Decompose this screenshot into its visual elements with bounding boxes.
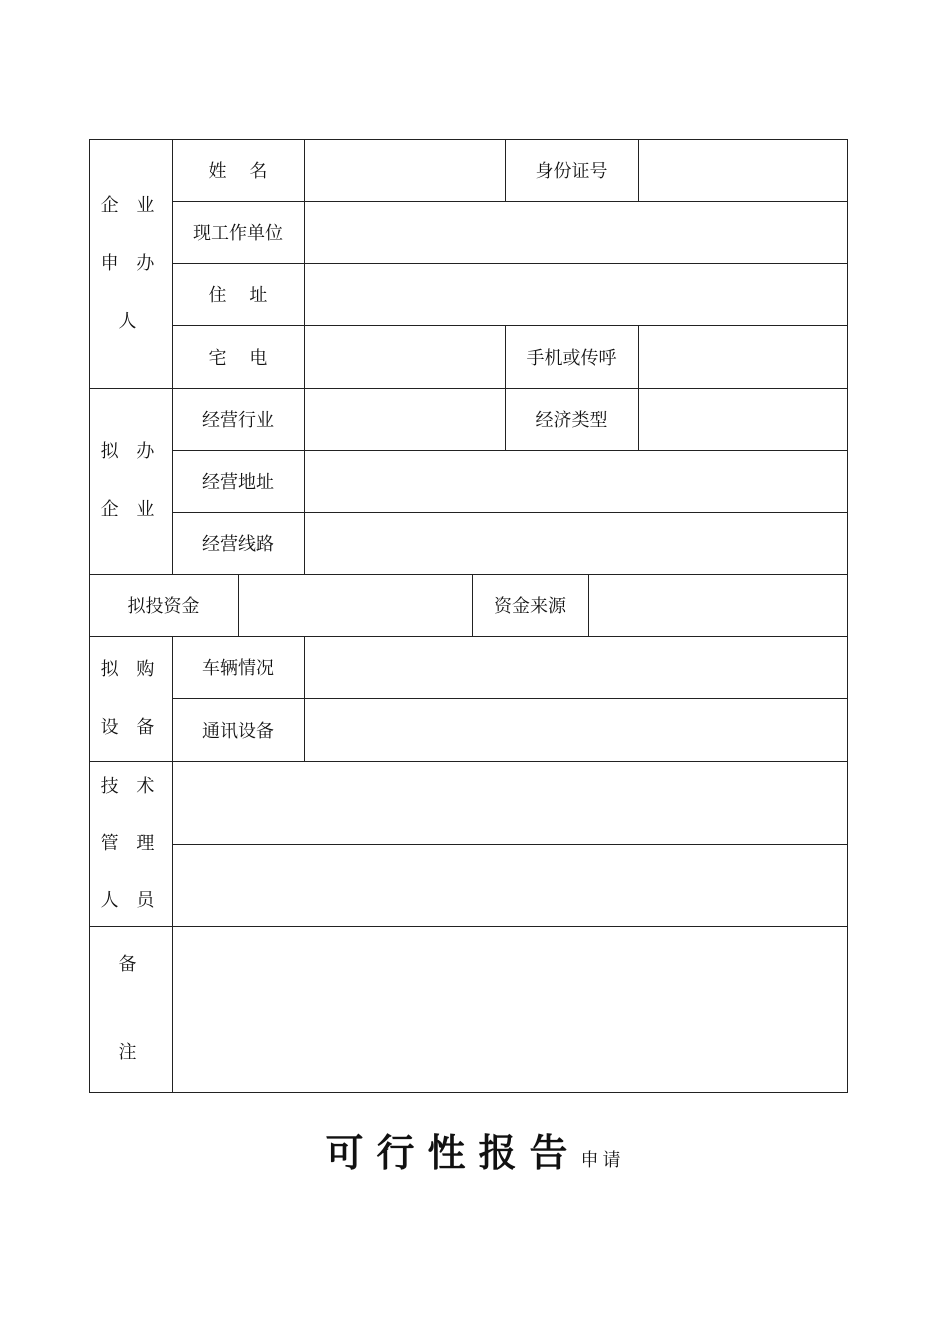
industry-label: 经营行业 (202, 410, 274, 431)
id-number-label: 身份证号 (535, 161, 608, 182)
document-title (0, 1122, 950, 1177)
mobile-field[interactable] (639, 326, 847, 388)
vehicle-label: 车辆情况 (202, 658, 274, 679)
equipment-section-line-2: 设 备 (100, 716, 161, 738)
name-field[interactable] (305, 140, 505, 201)
equipment-section-line-1: 拟 购 (100, 658, 161, 680)
investment-field[interactable] (239, 575, 472, 636)
home-phone-label: 宅 电 (208, 347, 268, 369)
enterprise-section-line-2: 企 业 (100, 499, 161, 520)
applicant-section-label (89, 177, 172, 351)
home-phone-field[interactable] (305, 326, 505, 388)
investment-label: 拟投资金 (127, 596, 200, 617)
id-number-field[interactable] (639, 140, 847, 201)
econ-type-label: 经济类型 (535, 410, 608, 431)
remarks-section-line-2: 注 (118, 1042, 143, 1063)
name-label: 姓 名 (208, 161, 268, 182)
table-border-right (847, 139, 848, 1093)
tech-staff-section-line-3: 人 员 (100, 890, 161, 911)
mobile-label: 手机或传呼 (526, 347, 617, 369)
route-label: 经营线路 (202, 534, 274, 555)
funding-source-label: 资金来源 (494, 596, 566, 617)
applicant-section-line-1: 企 业 (100, 195, 161, 216)
workplace-label: 现工作单位 (193, 223, 283, 244)
comm-equipment-field[interactable] (305, 699, 847, 761)
remarks-section-label (89, 926, 172, 1092)
econ-type-field[interactable] (639, 389, 847, 450)
funding-source-field[interactable] (589, 575, 847, 636)
biz-address-field[interactable] (305, 451, 847, 512)
address-field[interactable] (305, 264, 847, 325)
document-title-main: 可行性报告 (325, 1130, 581, 1175)
application-form-table (89, 139, 848, 1093)
remarks-field[interactable] (173, 927, 847, 1092)
address-label: 住 址 (208, 285, 268, 306)
biz-address-label: 经营地址 (202, 472, 274, 493)
tech-staff-section-line-2: 管 理 (100, 833, 161, 854)
remarks-section-line-1: 备 (118, 954, 143, 975)
tech-staff-field-1[interactable] (173, 762, 847, 844)
tech-staff-section-label (89, 761, 172, 926)
document-title-sub: 申请 (580, 1150, 625, 1171)
route-field[interactable] (305, 513, 847, 574)
applicant-section-line-2: 申 办 (100, 253, 161, 274)
tech-staff-field-2[interactable] (173, 845, 847, 926)
vehicle-field[interactable] (305, 637, 847, 698)
tech-staff-section-line-1: 技 术 (100, 776, 161, 797)
workplace-field[interactable] (305, 202, 847, 263)
applicant-section-line-3: 人 (118, 311, 143, 332)
comm-equipment-label: 通讯设备 (202, 720, 274, 742)
table-border-bottom (89, 1092, 848, 1093)
enterprise-section-label (89, 388, 172, 574)
equipment-section-label (89, 636, 172, 761)
industry-field[interactable] (305, 389, 505, 450)
enterprise-section-line-1: 拟 办 (100, 441, 161, 462)
